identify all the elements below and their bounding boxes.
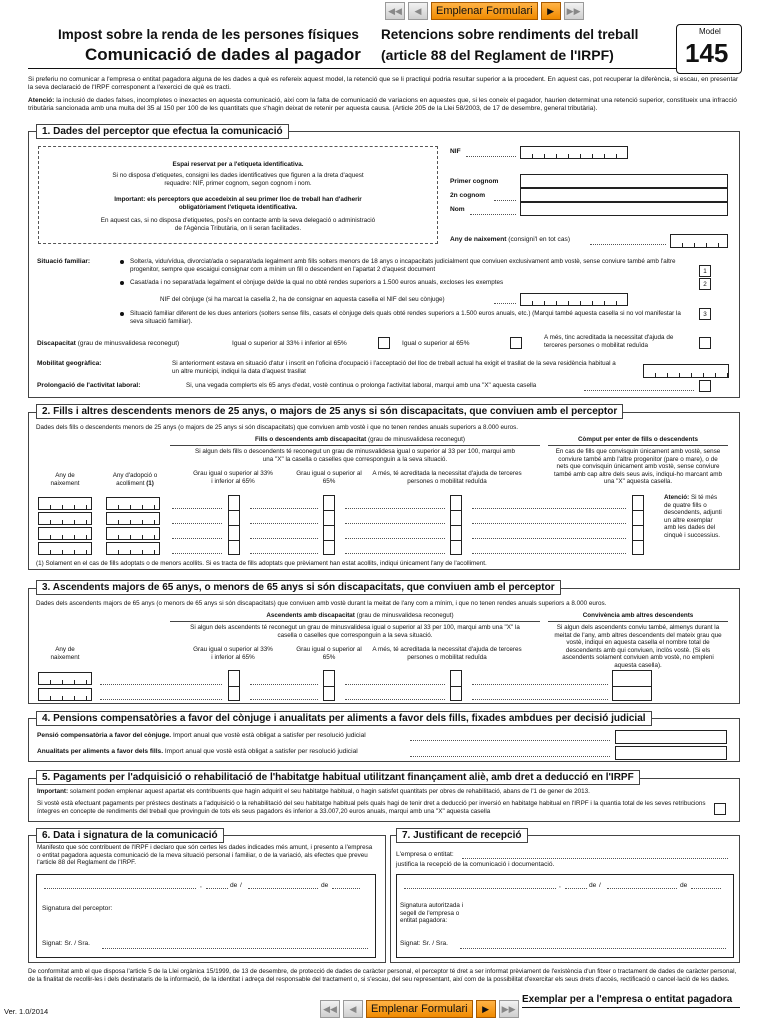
- s2-grade-2: Grau igual o superior al 65%: [296, 470, 362, 485]
- s5-checkbox[interactable]: [714, 803, 726, 815]
- s3-grade3-boxes[interactable]: [450, 670, 462, 701]
- family-option-2: Casat/ada i no separat/ada legalment el cònjuge del/de la qual no obté rendes superiors a 1.500 euros anuals, excloses les exemptes: [130, 279, 504, 286]
- fill-form-button[interactable]: Emplenar Formulari: [431, 2, 538, 20]
- s4-row-2-text: Import anual que vostè està obligat a satisfer per resolució judicial: [164, 748, 358, 755]
- s2-r4-dots-d: [472, 552, 626, 554]
- s2-r4-dots-c: [345, 552, 445, 554]
- intro-paragraph: Si preferiu no comunicar a l'empresa o entitat pagadora alguna de les dades a què es refereix aquest model, la retenció que se li practiqui podria resultar superior a la procedent. En aquest cas, pot recuperar la diferència, si escau, en presentar la seva declaració de l'IRPF corresponent a l'exercici de què es tracti.: [28, 76, 739, 92]
- family-option-1-box[interactable]: 1: [699, 265, 711, 277]
- s6-signed-dots: [102, 947, 368, 949]
- birth-year-dots: [590, 243, 666, 245]
- s2-r4-dots-b: [250, 552, 318, 554]
- s3-r2-birth[interactable]: [38, 688, 92, 701]
- spouse-nif-field[interactable]: [520, 293, 628, 306]
- s6-month-dots: [248, 887, 318, 889]
- birth-year-note: (consigni'l en tot cas): [508, 236, 571, 243]
- s6-place-dots: [44, 887, 196, 889]
- header-title-left-2: Comunicació de dades al pagador: [85, 45, 361, 64]
- warning-text: la inclusió de dades falses, incompletes o inexactes en aquesta comunicació, així com la falta de comunicació de variacions en aquestes que, si les coneix el pagador, haurien determinat una retenció superior, constitueix una infracció tributària sancionada amb una multa del 35 al 150 per 100 de les quantitats que s'hagin deixat de retenir per aquesta causa. (Article 205 de la Llei 58/2003, de 17 de desembre, general tributària).: [28, 97, 737, 113]
- section-2-intro: Dades dels fills o descendents menors de 25 anys (o majors de 25 anys si són discapacitats) que conviuen amb vostè i que no tenen rendes anuals superiors a 8.000 euros.: [36, 424, 518, 431]
- last-page-icon-bottom[interactable]: ▶▶: [499, 1000, 519, 1018]
- s2-comput-text: En cas de fills que convisquin únicament amb vostè, sense conviure també amb l'altre progenitor (pare o mare), o de nets que convisquin únicament amb vostè, sense conviure també amb cap altre dels seus avis, indiqui-ho marcant amb una "X" aquesta casella.: [554, 448, 722, 486]
- s4-alimony-field[interactable]: [615, 730, 727, 744]
- s5-p1-text: solament poden emplenar aquest apartat els contribuents que hagin adquirit el seu habitatge habitual, o hagin satisfet quantitats per obres de rehabilitació, abans de l'1 de gener de 2013.: [69, 788, 590, 795]
- s2-r2-dots-a: [172, 522, 222, 524]
- nif-field[interactable]: [520, 146, 628, 159]
- s3-rule-2: [548, 621, 728, 622]
- nif-dots: [466, 155, 516, 157]
- family-option-1: Solter/a, vidu/vídua, divorciat/ada o separat/ada legalment amb fills solters menors de 18 anys o incapacitats judicialment que conviuen exclusivament amb vostè, sense conviure també amb l'altre progenitor, sempre que escaigui consignar com a mínim un fill o descendent en l'apartat 2 d'aquest document: [130, 258, 676, 273]
- s2-r1-birth[interactable]: [38, 497, 92, 510]
- s3-rule: [170, 621, 540, 622]
- section-5-title: 5. Pagaments per l'adquisició o rehabilitació de l'habitatge habitual utilitzant finançament aliè, amb dret a deducció en l'IRPF: [36, 770, 640, 785]
- disability-33-label: Igual o superior al 33% i inferior al 65%: [232, 340, 347, 347]
- s4-row-2: [37, 748, 358, 756]
- section-2-title: 2. Fills i altres descendents menors de 25 anys, o majors de 25 anys si són discapacitats, que conviuen amb el perceptor: [36, 404, 623, 419]
- s7-de-2: de: [680, 882, 688, 889]
- first-surname-label: Primer cognom: [450, 178, 499, 185]
- s2-grade1-boxes[interactable]: [228, 495, 240, 555]
- last-page-icon[interactable]: ▶▶: [564, 2, 584, 20]
- family-option-3-box[interactable]: 3: [699, 308, 711, 320]
- s6-signed-label: Signat: Sr. / Sra.: [42, 940, 91, 947]
- top-form-nav: [385, 2, 584, 20]
- s2-r4-birth[interactable]: [38, 542, 92, 555]
- section-3-title: 3. Ascendents majors de 65 anys, o menors de 65 anys si són discapacitats, que conviuen amb el perceptor: [36, 580, 561, 595]
- s2-r2-birth[interactable]: [38, 512, 92, 525]
- first-page-icon-bottom[interactable]: ◀◀: [320, 1000, 340, 1018]
- disability-label: [37, 340, 179, 348]
- s2-grade3-boxes[interactable]: [450, 495, 462, 555]
- s7-day-dots: [565, 887, 587, 889]
- footer-copy-label: Exemplar per a l'empresa o entitat pagadora: [522, 994, 733, 1005]
- s2-grade-1: Grau igual o superior al 33% i inferior al 65%: [193, 470, 273, 485]
- s6-day-dots: [206, 887, 228, 889]
- s3-discap-intro: Si algun dels ascendents té reconegut un grau de minusvalidesa igual o superior al 33 per 100, marqui amb una "X" la casella o caselles que corresponguin a la seva situació.: [190, 624, 520, 639]
- s2-r4-dots-a: [172, 552, 222, 554]
- s3-r2-dots-b: [250, 698, 318, 700]
- s2-grade-3: A més, té acreditada la necessitat d'ajuda de terceres persones o mobilitat reduïda: [372, 470, 522, 485]
- s2-comput-head: Còmput per enter de fills o descendents: [577, 436, 698, 443]
- mobility-text: Si anteriorment estava en situació d'atur i inscrit en l'oficina d'ocupació i l'acceptació del lloc de treball actual ha exigit el trasllat de la seva residència habitual a un altre municipi, indiqui la data d'aquest trasllat: [172, 360, 616, 375]
- model-number: 145: [685, 38, 729, 68]
- s7-slash: /: [599, 882, 601, 889]
- s5-p1-bold: Important:: [37, 788, 69, 795]
- s4-row-1-text: Import anual que vostè està obligat a satisfer per resolució judicial: [172, 732, 366, 739]
- s3-discap-head-note: (grau de minusvalidesa reconegut): [356, 612, 454, 619]
- s3-r2-dots-c: [345, 698, 445, 700]
- first-surname-field[interactable]: [520, 174, 728, 188]
- s6-year-dots: [332, 887, 360, 889]
- name-dots: [470, 213, 516, 215]
- section-3-intro: Dades dels ascendents majors de 65 anys (o menors de 65 anys si són discapacitats) que conviuen amb vostè durant la meitat de l'any com a mínim, i que no tenen rendes anuals superiors a 8.000 euros.: [36, 600, 607, 607]
- s3-r1-dots-d: [472, 683, 608, 685]
- second-surname-label: 2n cognom: [450, 192, 486, 199]
- family-option-3: Situació familiar diferent de les dues anteriors (solters sense fills, casats el cònjuge dels quals obté rendes superiors a 1.500 euros anuals, etc.) (Marqui també aquesta casella si no vol manifestar la seva situació familiar).: [130, 310, 681, 325]
- section-6-title: 6. Data i signatura de la comunicació: [36, 828, 224, 843]
- disability-65-label: Igual o superior al 65%: [402, 340, 470, 347]
- extension-label: Prolongació de l'activitat laboral:: [37, 382, 141, 389]
- disability-note: (grau de minusvalidesa reconegut): [77, 340, 180, 347]
- s7-signature-label: Signatura autoritzada i segell de l'empresa o entitat pagadora:: [400, 902, 464, 925]
- bottom-form-nav: [320, 1000, 519, 1018]
- fill-form-button-bottom[interactable]: Emplenar Formulari: [366, 1000, 473, 1018]
- nif-label: NIF: [450, 148, 461, 155]
- bullet-2-icon: [120, 281, 124, 285]
- s2-grade2-boxes[interactable]: [323, 495, 335, 555]
- s2-r1-dots-c: [345, 507, 445, 509]
- label-area-p2: Important: els perceptors que accedeixin al seu primer lloc de treball han d'adherir obligatòriament l'etiqueta identificativa.: [114, 196, 362, 211]
- s2-r2-dots-b: [250, 522, 318, 524]
- label-area-p1: Si no disposa d'etiquetes, consigni les dades identificatives que figuren a la dreta d'aquest requadre: NIF, primer cognom, segon cognom i nom.: [112, 172, 364, 187]
- birth-year-label: [450, 236, 570, 244]
- s7-year-dots: [691, 887, 721, 889]
- disability-help-label: A més, tinc acreditada la necessitat d'ajuda de terceres persones o mobilitat reduïda: [544, 334, 674, 349]
- s4-child-support-field[interactable]: [615, 746, 727, 760]
- s2-discap-head: [200, 436, 520, 444]
- s3-col-birth: Any de naixement: [50, 646, 80, 661]
- extension-text: Si, una vegada complerts els 65 anys d'edat, vostè continua o prolonga l'activitat laboral, marqui amb una "X" aquesta casella: [186, 382, 537, 389]
- prev-page-icon-bottom[interactable]: ◀: [343, 1000, 363, 1018]
- s3-grade-3: A més, té acreditada la necessitat d'ajuda de terceres persones o mobilitat reduïda: [372, 646, 522, 661]
- s2-r2-dots-d: [472, 522, 626, 524]
- s2-comput-boxes[interactable]: [632, 495, 644, 555]
- bullet-1-icon: [120, 260, 124, 264]
- family-option-2-box[interactable]: 2: [699, 278, 711, 290]
- s2-discap-intro: Si algun dels fills o descendents té reconegut un grau de minusvalidesa igual o superior al 33 per 100, marqui amb una "X" la casella o caselles que corresponguin a la seva situació.: [195, 448, 515, 463]
- bullet-3-icon: [120, 312, 124, 316]
- s3-grade-2: Grau igual o superior al 65%: [296, 646, 362, 661]
- s3-grade2-boxes[interactable]: [323, 670, 335, 701]
- s4-row-2-bold: Anualitats per aliments a favor dels fills.: [37, 748, 164, 755]
- section-1-title: 1. Dades del perceptor que efectua la comunicació: [36, 124, 289, 139]
- s7-signed-dots: [460, 947, 726, 949]
- s7-receipt-text: justifica la recepció de la comunicació i documentació.: [396, 861, 555, 868]
- s2-r2-adoption[interactable]: [106, 512, 160, 525]
- s3-conv-text: Si algun dels ascendents conviu també, almenys durant la meitat de l'any, amb altres descendents del mateix grau que vostè, indiqui en aquesta casella el nombre total de descendents amb qui conviuen, inclòs vostè. (Si els ascendents solament conviuen amb vostè, no empleni aquesta casella).: [554, 624, 722, 669]
- header-rule: [28, 68, 676, 69]
- footer-rule: [522, 1007, 740, 1008]
- disability-33-box[interactable]: [378, 337, 390, 349]
- s2-r1-dots-a: [172, 507, 222, 509]
- spouse-nif-label: NIF del cònjuge (si ha marcat la casella 2, ha de consignar en aquesta casella el NIF del seu cònjuge): [160, 296, 445, 303]
- name-field[interactable]: [520, 202, 728, 216]
- s2-r3-dots-c: [345, 537, 445, 539]
- spouse-nif-dots: [494, 302, 516, 304]
- s2-discap-head-note: (grau de minusvalidesa reconegut): [368, 436, 465, 443]
- s3-conv-head: Convivència amb altres descendents: [582, 612, 694, 619]
- s7-comma: ,: [559, 882, 561, 889]
- s4-row-1: [37, 732, 366, 740]
- section-4-title: 4. Pensions compensatòries a favor del cònjuge i anualitats per aliments a favor dels fills, fixades ambdues per decisió judicial: [36, 711, 652, 726]
- s7-de-1: de: [589, 882, 597, 889]
- s3-r1-dots-b: [250, 683, 318, 685]
- s3-r1-dots-c: [345, 683, 445, 685]
- label-area: [38, 146, 438, 244]
- s2-rule: [170, 445, 540, 446]
- s4-row-2-dots: [410, 755, 610, 757]
- s2-r3-dots-d: [472, 537, 626, 539]
- prev-page-icon[interactable]: ◀: [408, 2, 428, 20]
- s2-discap-head-text: Fills o descendents amb discapacitat: [255, 436, 367, 443]
- s7-signed-label: Signat: Sr. / Sra.: [400, 940, 449, 947]
- extension-box[interactable]: [699, 380, 711, 392]
- footer-version: Ver. 1.0/2014: [4, 1007, 49, 1016]
- name-label: Nom: [450, 206, 465, 213]
- next-page-icon[interactable]: ▶: [541, 2, 561, 20]
- s2-r3-dots-b: [250, 537, 318, 539]
- warning-label: Atenció:: [28, 97, 55, 104]
- header-title-right-2: (article 88 del Reglament de l'IRPF): [381, 47, 614, 63]
- s2-rule-2: [548, 445, 728, 446]
- header-title-right-1: Retencions sobre rendiments del treball: [381, 27, 639, 42]
- birth-year-field[interactable]: [670, 234, 728, 248]
- s2-r4-adoption[interactable]: [106, 542, 160, 555]
- s2-r3-dots-a: [172, 537, 222, 539]
- s2-attention: [664, 494, 724, 540]
- s5-p2: Si vostè està efectuant pagaments per préstecs destinats a l'adquisició o la rehabilitació del seu habitatge habitual pels quals hagi de tenir dret a deducció per inversió en habitatge habitual en l'IRPF i la quantia total de les seves retribucions íntegres en concepte de rendiments del treball que provinguin de tots els seus pagadors és inferior a 33.007,20 euros anuals, marqui amb una "X" aquesta casella: [37, 800, 706, 815]
- s3-r2-dots-d: [472, 698, 608, 700]
- s3-grade1-boxes[interactable]: [228, 670, 240, 701]
- s2-col-adoption: [100, 472, 170, 487]
- disability-label-text: Discapacitat: [37, 340, 76, 347]
- s2-r1-adoption[interactable]: [106, 497, 160, 510]
- extension-dots: [584, 389, 694, 391]
- birth-year-label-text: Any de naixement: [450, 236, 507, 243]
- disability-help-box[interactable]: [699, 337, 711, 349]
- s6-comma: ,: [200, 882, 202, 889]
- s3-discap-head-text: Ascendents amb discapacitat: [266, 612, 355, 619]
- family-situation-label: Situació familiar:: [37, 258, 91, 265]
- s4-row-1-dots: [410, 739, 610, 741]
- next-page-icon-bottom[interactable]: ▶: [476, 1000, 496, 1018]
- s7-month-dots: [607, 887, 677, 889]
- s2-attention-label: Atenció:: [664, 494, 690, 501]
- s2-col-adoption-ref: (1): [146, 479, 154, 487]
- s5-p1: [37, 788, 727, 796]
- mobility-date-field[interactable]: [643, 364, 729, 378]
- s6-de-2: de: [321, 882, 329, 889]
- footer-privacy: De conformitat amb el que disposa l'article 5 de la Llei orgànica 15/1999, de 13 de desembre, de protecció de dades de caràcter personal, el perceptor té dret a ser informat prèviament de l'existència d'un fitxer o tractament de dades de caràcter personal, de la finalitat de recollir-les i dels destinataris de la informació, de la identitat i adreça del responsable del tractament o, si s'escau, del seu representant, així com de la possibilitat d'exercitar els seus drets d'accés, rectificació o cancel·lació de les dades.: [28, 968, 737, 983]
- s2-attention-text: Si té més de quatre fills o descendents, adjunti un altre exemplar amb les dades del cinquè i successius.: [664, 494, 722, 539]
- disability-65-box[interactable]: [510, 337, 522, 349]
- first-page-icon[interactable]: ◀◀: [385, 2, 405, 20]
- s2-r1-dots-b: [250, 507, 318, 509]
- mobility-label: Mobilitat geogràfica:: [37, 360, 102, 367]
- s2-col-adoption-text: Any d'adopció o acolliment: [112, 472, 158, 487]
- section-7-title: 7. Justificant de recepció: [396, 828, 528, 843]
- s3-discap-head: [200, 612, 520, 620]
- s2-r1-dots-d: [472, 507, 626, 509]
- s2-footnote: (1) Solament en el cas de fills adoptats o de menors acollits. Si es tracta de fills adoptats que prèviament han estat acollits, indiqui únicament l'any de l'acolliment.: [36, 560, 487, 567]
- s6-slash: /: [240, 882, 242, 889]
- s2-r3-adoption[interactable]: [106, 527, 160, 540]
- s4-row-1-bold: Pensió compensatòria a favor del cònjuge.: [37, 732, 172, 739]
- s3-r1-birth[interactable]: [38, 672, 92, 685]
- label-area-p3: En aquest cas, si no disposa d'etiquetes, posi's en contacte amb la seva delegació o administració de l'Agència Tributària, on li seran facilitades.: [100, 217, 376, 232]
- s3-conv-boxes[interactable]: [612, 670, 652, 701]
- intro-warning: [28, 97, 740, 113]
- model-box: [676, 24, 742, 74]
- s2-r2-dots-c: [345, 522, 445, 524]
- s3-r1-dots-a: [100, 683, 222, 685]
- model-label: Model: [699, 27, 721, 36]
- s6-de-1: de: [230, 882, 238, 889]
- second-surname-field[interactable]: [520, 188, 728, 202]
- s6-signature-label: Signatura del perceptor:: [42, 905, 113, 912]
- s7-company-label: L'empresa o entitat:: [396, 851, 454, 858]
- s2-r3-birth[interactable]: [38, 527, 92, 540]
- s7-company-dots: [462, 857, 728, 859]
- s3-grade-1: Grau igual o superior al 33% i inferior al 65%: [193, 646, 273, 661]
- s2-col-birth: Any de naixement: [50, 472, 80, 487]
- s3-r2-dots-a: [100, 698, 222, 700]
- s7-place-dots: [404, 887, 556, 889]
- header-title-left-1: Impost sobre la renda de les persones físiques: [58, 27, 359, 42]
- second-surname-dots: [494, 199, 516, 201]
- s6-text: Manifesto que sóc contribuent de l'IRPF i declaro que són certes les dades indicades més amunt, i presento a l'empresa o entitat pagadora aquesta comunicació de la meva situació personal i familiar, o de la variació, als efectes que preveu l'article 88 del Reglament de l'IRPF.: [37, 844, 373, 867]
- label-area-title: Espai reservat per a l'etiqueta identificativa.: [172, 161, 304, 168]
